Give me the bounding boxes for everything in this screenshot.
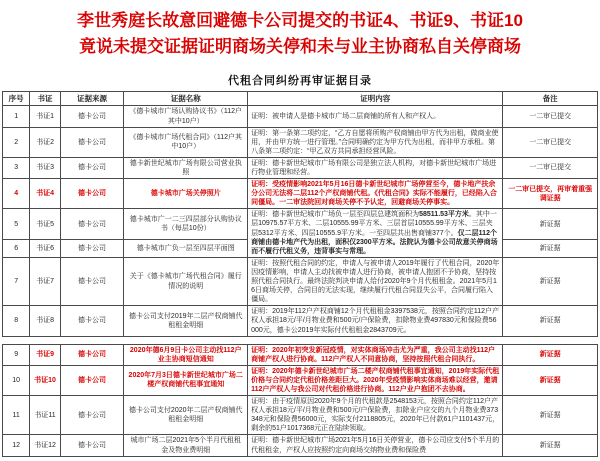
header-row: [3, 91, 598, 106]
proof-content-segment: 证明：2020年德卡新世纪城市广场二楼产权商铺代租事宜通知，2019年实际代租价格与合同约定代租价格差距巨大。2020年受疫情影响实体商场难以经营，邀请112户产权人与我公司对代租价格进行协商。112户业户抱团不去协商。: [251, 367, 500, 393]
column-header-5: 备注: [503, 91, 598, 106]
cell-doc-label: 书证9: [30, 344, 60, 365]
cell-remark: 新证据: [503, 209, 598, 240]
cell-doc-label: 书证2: [30, 127, 60, 157]
proof-content-bold-segment: 58511.53平方米: [419, 211, 469, 219]
table-row: [3, 365, 598, 395]
column-header-0: 序号: [3, 91, 30, 106]
cell-remark: 新证据: [503, 396, 598, 435]
proof-content-segment: 证明：德卡新世纪城市广场负一层至四层总建筑面积为: [251, 211, 420, 219]
cell-proof-content: [248, 179, 503, 209]
cell-proof-content: [248, 435, 503, 456]
column-header-2: 证据来源: [60, 91, 124, 106]
cell-index: 7: [3, 257, 30, 305]
cell-index: 3: [3, 157, 30, 178]
cell-proof-content: [248, 306, 503, 336]
cell-remark: 新证据: [503, 365, 598, 395]
cell-proof-content: [248, 365, 503, 395]
cell-proof-content: [248, 127, 503, 157]
cell-evidence-name: 2020年德6月9日卡公司主动找112户业主协商短信通知: [124, 344, 248, 365]
proof-content-segment: 证明：受疫情影响2021年5月16日德卡新世纪城市广场停营至今，德卡地产扶余分公司无法将二层112个产权商铺代租。《代租合同》实际不能履行，已经陷入合同僵局。一二审法院回对商场关停不予认定，回避商场关停事实。: [251, 181, 497, 207]
table-row: [3, 306, 598, 336]
cell-doc-label: 书证1: [30, 106, 60, 127]
cell-doc-label: 书证11: [30, 396, 60, 435]
cell-doc-label: 书证3: [30, 157, 60, 178]
cell-index: 11: [3, 396, 30, 435]
cell-source: 德卡公司: [60, 365, 124, 395]
cell-doc-label: 书证12: [30, 435, 60, 456]
cell-evidence-name: 德卡新世纪城市广场有限公司营业执照: [124, 157, 248, 178]
table-row: [3, 157, 598, 178]
cell-proof-content: [248, 257, 503, 305]
cell-remark: 一二审已提交，再审着重强调证据: [503, 179, 598, 209]
cell-doc-label: 书证8: [30, 306, 60, 336]
cell-source: 德卡公司: [60, 127, 124, 157]
cell-source: 德卡公司: [60, 106, 124, 127]
cell-index: 1: [3, 106, 30, 127]
cell-source: 德卡公司: [60, 240, 124, 258]
cell-source: 德卡公司: [60, 306, 124, 336]
evidence-table-section-2: [2, 344, 598, 457]
proof-content-segment: 证明：被申请人是德卡城市广场二层商铺的所有人和产权人。: [251, 112, 441, 120]
table-caption: 代租合同纠纷再审证据目录: [228, 74, 372, 87]
cell-source: 德卡公司: [60, 396, 124, 435]
cell-remark: 新证据: [503, 257, 598, 305]
cell-source: 德卡公司: [60, 344, 124, 365]
cell-index: 12: [3, 435, 30, 456]
document-title-line1: 李世秀庭长故意回避德卡公司提交的书证4、书证9、书证10: [77, 11, 523, 30]
cell-remark: 一二审已提交: [503, 106, 598, 127]
cell-index: 10: [3, 365, 30, 395]
table-row: [3, 344, 598, 365]
cell-evidence-name: 《德卡城市广场认购协议书》（112户其中10户）: [124, 106, 248, 127]
cell-doc-label: 书证10: [30, 365, 60, 395]
cell-source: 德卡公司: [60, 435, 124, 456]
column-header-3: 证据名称: [124, 91, 248, 106]
cell-remark: 一二审已提交: [503, 157, 598, 178]
cell-source: 德卡公司: [60, 209, 124, 240]
cell-remark: 新证据: [503, 344, 598, 365]
cell-remark: 新证据: [503, 240, 598, 258]
cell-index: 2: [3, 127, 30, 157]
cell-index: 6: [3, 240, 30, 258]
proof-content-segment: 。其中一层10975.57平方米、二层10555.99平方米、三层首层10555.99平方米、三层夹层5312平方米、四层10555.9平方米。一至四层共出售商铺377个。: [251, 211, 497, 237]
cell-index: 4: [3, 179, 30, 209]
cell-evidence-name: 城市广场二层2021年5个半月代租租金及物业费明细: [124, 435, 248, 456]
cell-remark: 新证据: [503, 306, 598, 336]
document-title-line2: 竟说未提交证据证明商场关停和未与业主协商私自关停商场: [79, 37, 521, 57]
cell-evidence-name: 德卡城市广一二三四层部分认购协议书（每层10份）: [124, 209, 248, 240]
cell-index: 8: [3, 306, 30, 336]
table-row: [3, 257, 598, 305]
proof-content-bold-segment: 仅二层112个商铺由德卡地产代为出租，面积仅2300平方米。法院认为德卡公司故意关停商场而不履行代租义务，违背事实与常理。: [251, 229, 498, 255]
cell-doc-label: 书证4: [30, 179, 60, 209]
cell-proof-content: [248, 157, 503, 178]
table-row: [3, 179, 598, 209]
cell-proof-content: [248, 396, 503, 435]
cell-index: 9: [3, 344, 30, 365]
table-row: [3, 396, 598, 435]
table-row: [3, 209, 598, 240]
cell-proof-content: [248, 344, 503, 365]
cell-source: 德卡公司: [60, 157, 124, 178]
cell-remark: 一二审已提交: [503, 127, 598, 157]
table-row: [3, 435, 598, 456]
cell-source: 德卡公司: [60, 179, 124, 209]
cell-index: 5: [3, 209, 30, 240]
column-header-1: 书证: [30, 91, 60, 106]
table-row: [3, 106, 598, 127]
cell-proof-content: [248, 106, 503, 127]
cell-evidence-name: 《德卡城市广场代租合同》（112户其中10户）: [124, 127, 248, 157]
cell-doc-label: 书证6: [30, 240, 60, 258]
cell-evidence-name: 关于《德卡城市广场代租合同》履行情况的说明: [124, 257, 248, 305]
cell-evidence-name: 德卡城市广场关停照片: [124, 179, 248, 209]
document-title: [14, 8, 586, 61]
proof-content-segment: 证明：2019年112户产权商铺12个月代租租金3397538元，按照合同约定112户产权人承担18元/平/月物业费和500元/户保险费，扣除物业费497830元和保险费56000元，德卡公2019年实际付代租租金2843709元。: [251, 308, 500, 334]
cell-remark: 新证据: [503, 435, 598, 456]
cell-evidence-name: 德卡城市广负一层至四层平面图: [124, 240, 248, 258]
cell-source: 德卡公司: [60, 257, 124, 305]
evidence-table-header: [3, 91, 598, 106]
cell-evidence-name: 德卡公司支付2019年二层产权商铺代租租金明细: [124, 306, 248, 336]
proof-content-segment: 证明：德卡新世纪城市广场有限公司是独立法人机构，对德卡新世纪城市广场进行物业管理和经营。: [251, 159, 497, 176]
proof-content-segment: 证明：按照代租合同的约定，申请人与被申请人2019年履行了代租合同，2020年因疫情影响，申请人主动找被申请人进行协商，被申请人抱团不予协商，坚持按照代租合同执行。最终法院判决申请人给付2020年9个月代租租金。2021年5月16日商场关停，合同目的无法实现，继续履行代租合同显失公平，合同履行陷入僵局。: [251, 259, 500, 304]
cell-evidence-name: 德卡公司支付2020年二层产权商铺代租租金明细: [124, 396, 248, 435]
proof-content-segment: 证明：德卡新世纪城市广场2021年5月16日关停营业，德卡公司应支付5个半月的代租租金，产权人应按照约定向商场交纳物业费和保险费: [251, 437, 500, 454]
cell-doc-label: 书证7: [30, 257, 60, 305]
cell-evidence-name: 2020年7月3日德卡新世纪城市广场二楼产权商铺代租事宜通知: [124, 365, 248, 395]
proof-content-segment: 证明：由于疫情原因2020年9个月的代租款是2548153元，按照合同约定112户产权人承担18元/平/月物业费和500元/户保险费，扣除业户应交的九个月物业费373348元和保险费56000元，实际支付2118805元，2020年已付款61户1101437元，剩余的51户1017368元正在陆续领取。: [251, 398, 500, 433]
proof-content-segment: 证明：2020年初突发新冠疫情，对实体商场冲击尤为严重，我公司主动找112户商铺产权人进行协商。112户产权人不同意协商，坚持按照代租合同执行。: [251, 346, 495, 363]
evidence-table-section-1: [2, 91, 598, 337]
cell-proof-content: [248, 209, 503, 257]
cell-doc-label: 书证5: [30, 209, 60, 240]
column-header-4: 证明内容: [248, 91, 503, 106]
table-row: [3, 127, 598, 157]
proof-content-segment: 证明：第一条第二项约定，“乙方自愿将所购产权商铺由甲方代为出租，做商业使用，并由甲方统一进行管理。”合同明确约定为甲方代为出租，而非甲方承租。第八条第二项约定：“甲乙双方共同承担经营风险。: [251, 129, 499, 155]
